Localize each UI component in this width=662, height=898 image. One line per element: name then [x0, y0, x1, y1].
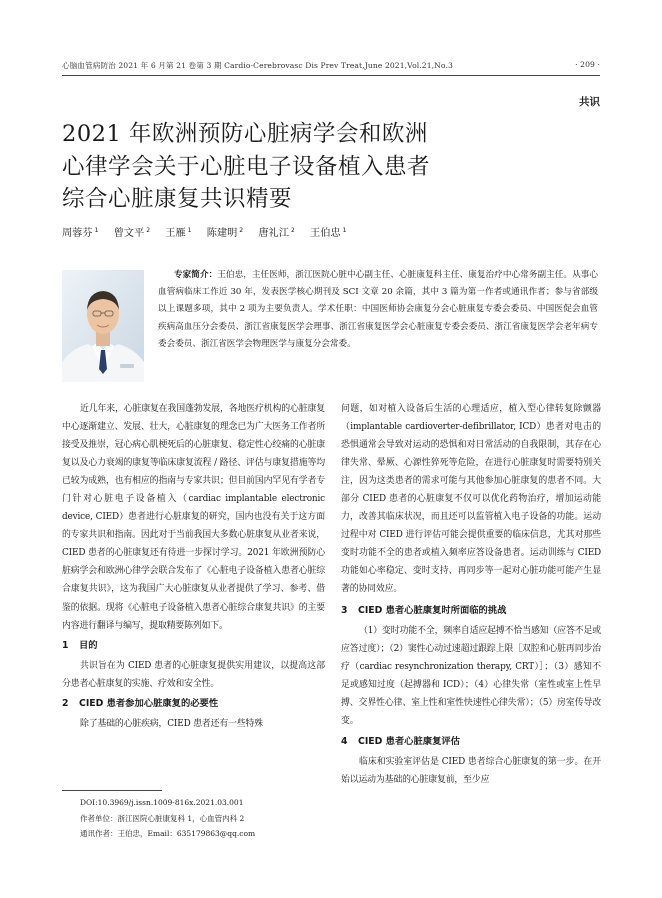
body-paragraph: 除了基础的心脏疾病，CIED 患者还有一些特殊 [80, 718, 264, 729]
section-heading [62, 697, 325, 711]
author: 曾文平 $^2$ [113, 227, 151, 239]
section-tag: 共识 [579, 96, 600, 108]
section-title: CIED 患者心脏康复评估 [358, 735, 460, 747]
body-paragraph: 临床和实验室评估是 CIED 患者综合心脏康复的第一步。在开始以运动为基础的心脏康复前，至少应 [341, 756, 601, 785]
author: 周蓉芬 $^1$ [62, 227, 99, 239]
section-title: CIED 患者参加心脏康复的必要性 [79, 697, 219, 709]
author-bio [158, 267, 598, 353]
section-number: 3 [341, 604, 348, 616]
body-paragraph: 问题，如对植入设备后生活的心理适应，植入型心律转复除颤器（implantable cardioverter-defibrillator, ICD）患者对电击的恐惧通常会导致对运动的恐惧和对日常活动的自我限制，其存在心律失常、晕厥、心源性猝死等危险，在进行心脏康复时需要特别关注，因为这类患者的需求可能与其他参加心脏康复的患者不同。大部分 CIED 患者的心脏康复不仅可以优化药物治疗，增加运动能力，改善其临床状况，而且还可以监管植入电子设备的功能。运动过程中对 CIED 进行评估可能会提供重要的临床信息，尤其对那些变时功能不全的患者或植入频率应答设备患者。运动训练与 CIED 功能如心率稳定、变时支持、再同步等一起对心脏功能可能产生显著的协同效应。 [341, 404, 601, 595]
page-number: · 209 · [575, 60, 600, 69]
section-number: 1 [62, 639, 69, 651]
journal-info: 心脑血管病防治 2021 年 6 月第 21 卷第 3 期 Cardio-Cerebrovasc Dis Prev Treat,June 2021,Vol.21,No.3 [62, 61, 453, 70]
title-line: 综合心脏康复共识精要 [62, 186, 293, 212]
author: 陈建明 $^2$ [206, 227, 244, 239]
section-number: 4 [341, 735, 348, 747]
section-heading [341, 604, 601, 618]
correspondence-note: 通讯作者：王伯忠，Email：635179863@qq.com [80, 829, 256, 838]
bio-label: 专家简介： [174, 270, 218, 280]
running-head [62, 60, 600, 71]
footnotes [80, 795, 330, 842]
section-title: CIED 患者心脏康复时所面临的挑战 [358, 604, 507, 616]
left-column [62, 400, 325, 733]
footnote-rule [62, 790, 162, 791]
body-paragraph: （1）变时功能不全，频率自适应起搏不恰当感知（应答不足或应答过度）；（2）窦性心动过速超过跟踪上限［双腔和心脏再同步治疗（cardiac resynchronization therapy, CRT）］；（3）感知不足或感知过度（起搏器和 ICD）；（4）心律失常（室性或室上性早搏、交界性心律、室上性和室性快速性心律失常）；（5）房室传导改变。 [341, 625, 601, 726]
article-title [62, 118, 482, 216]
header-rule [62, 75, 600, 76]
author: 唐礼江 $^2$ [258, 227, 295, 239]
affiliation-note: 作者单位：浙江医院心脏康复科 1，心血管内科 2 [80, 813, 245, 823]
section-title: 目的 [79, 639, 98, 651]
doi-note: DOI:10.3969/j.issn.1009-816x.2021.03.001 [80, 798, 244, 807]
author: 王雁 $^1$ [165, 227, 192, 239]
title-line: 心律学会关于心脏电子设备植入患者 [62, 153, 431, 180]
right-column [341, 400, 601, 789]
section-heading [341, 735, 601, 749]
author: 王伯忠 $^1$ [310, 227, 347, 239]
section-heading [62, 639, 325, 653]
author-list [62, 224, 482, 239]
intro-paragraph: 近几年来，心脏康复在我国蓬勃发展，各地医疗机构的心脏康复中心逐渐建立、发展、壮大，心脏康复的理念已为广大医务工作者所接受及推崇，冠心病心肌梗死后的心脏康复、稳定性心绞痛的心脏康复以及心力衰竭的康复等临床康复流程 / 路径、评估与康复措施等均已较为成熟，也有相应的指南与专家共识；但目前国内罕见有学者专门针对心脏电子设备植入（cardiac implantable electronic device, CIED）患者进行心脏康复的研究，国内也没有关于这方面的专家共识和指南。因此对于当前我国大多数心脏康复从业者来说，CIED 患者的心脏康复还有待进一步探讨学习。2021 年欧洲预防心脏病学会和欧洲心律学会联合发布了《心脏电子设备植入患者心脏综合康复共识》，这为我国广大心脏康复从业者提供了学习、参考、借鉴的依据。现将《心脏电子设备植入患者心脏综合康复共识》的主要内容进行翻译与编写，提取精要陈列如下。 [62, 404, 325, 631]
author-portrait-photo [62, 270, 144, 382]
portrait-illustration [62, 270, 144, 382]
title-line: 2021 年欧洲预防心脏病学会和欧洲 [62, 121, 428, 147]
body-paragraph: 共识旨在为 CIED 患者的心脏康复提供实用建议，以提高这部分患者心脏康复的实施、疗效和安全性。 [62, 660, 325, 689]
section-number: 2 [62, 697, 69, 709]
bio-text: 王伯忠，主任医师，浙江医院心脏中心副主任、心脏康复科主任、康复治疗中心常务副主任。从事心血管病临床工作近 30 年，发表医学核心期刊及 SCI 文章 20 余篇，其中 3 篇为第一作者或通讯作者；参与省部级以上课题多项，其中 2 项为主要负责人。学术任职：中国医师协会康复分会心脏康复专委会委员、中国医促会血管疾病高血压分会委员、浙江省康复医学会理事、浙江省康复医学会心脏康复专委会委员、浙江省康复医学会老年病专委会委员、浙江省医学会物理医学与康复分会常委。 [158, 270, 598, 349]
